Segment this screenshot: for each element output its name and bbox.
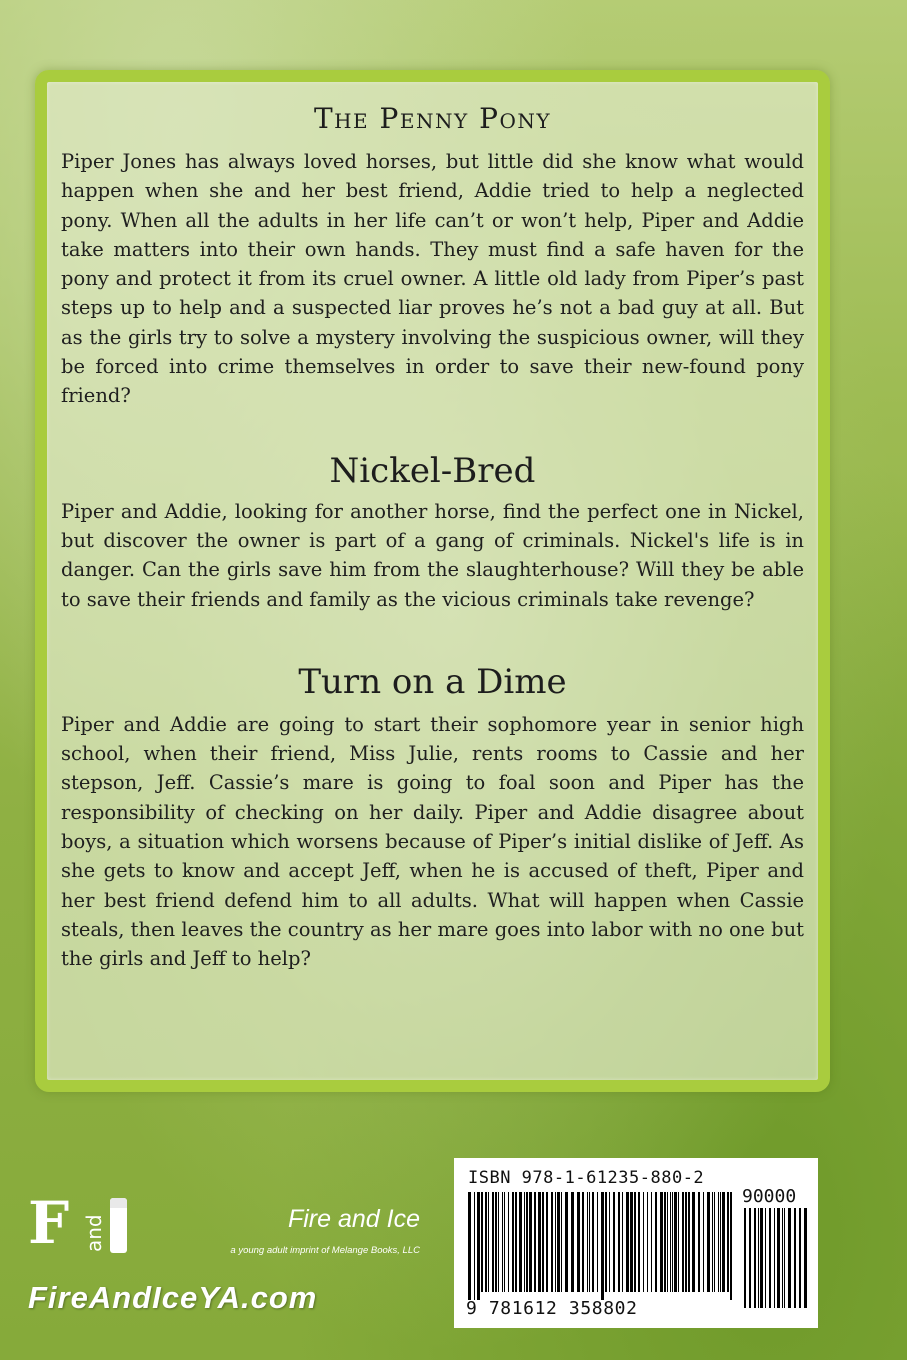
- imprint-tagline: a young adult imprint of Melange Books, LLC: [230, 1245, 420, 1256]
- barcode-bars-icon: [466, 1192, 736, 1300]
- publisher-logo-i-icon: [110, 1198, 127, 1253]
- publisher-website: FireAndIceYA.com: [28, 1280, 318, 1315]
- blurb-panel: [35, 70, 830, 1092]
- publisher-logo-f: F: [28, 1189, 70, 1257]
- section-text-turn-on-a-dime: Piper and Addie are going to start their sophomore year in senior high school, when their friend, Miss Julie, rents rooms to Cassie and her stepson, Jeff. Cassie’s mare is going to foal soon and Piper has the responsibility of checking on her daily. Piper and Addie disagree about boys, a situation which worsens because of Piper’s initial dislike of Jeff. As she gets to know and accept Jeff, when he is accused of theft, Piper and her best friend defend him to all adults. What will happen when Cassie steals, then leaves the country as her mare goes into labor with no one but the girls and Jeff to help?: [61, 712, 804, 971]
- isbn-barcode: [454, 1158, 818, 1328]
- barcode-number: 9 781612 358802: [466, 1298, 638, 1319]
- section-text-penny-pony: Piper Jones has always loved horses, but little did she know what would happen when she and her best friend, Addie tried to help a neglected pony. When all the adults in her life can’t or won’t help, Piper and Addie take matters into their own hands. They must find a safe haven for the pony and protect it from its cruel owner. A little old lady from Piper’s past steps up to help and a suspected liar proves he’s not a bad guy at all. But as the girls try to solve a mystery involving the suspicious owner, will they be forced into crime themselves in order to save their new-found pony friend?: [61, 150, 804, 408]
- barcode-addon-bars-icon: [742, 1208, 810, 1316]
- publisher-logo-and: and: [82, 1214, 106, 1252]
- isbn-label: ISBN 978-1-61235-880-2: [468, 1168, 705, 1188]
- imprint-name: Fire and Ice: [287, 1205, 420, 1233]
- price-code: 90000: [742, 1186, 797, 1207]
- section-title-penny-pony: The Penny Pony: [313, 102, 552, 135]
- section-text-nickel-bred: Piper and Addie, looking for another horse, find the perfect one in Nickel, but discover the owner is part of a gang of criminals. Nickel's life is in danger. Can the girls save him from the slaughterhouse? Will they be able to save their friends and family as the vicious criminals take revenge?: [61, 499, 804, 611]
- section-title-nickel-bred: Nickel-Bred: [329, 450, 536, 491]
- section-title-turn-on-a-dime: Turn on a Dime: [298, 661, 567, 702]
